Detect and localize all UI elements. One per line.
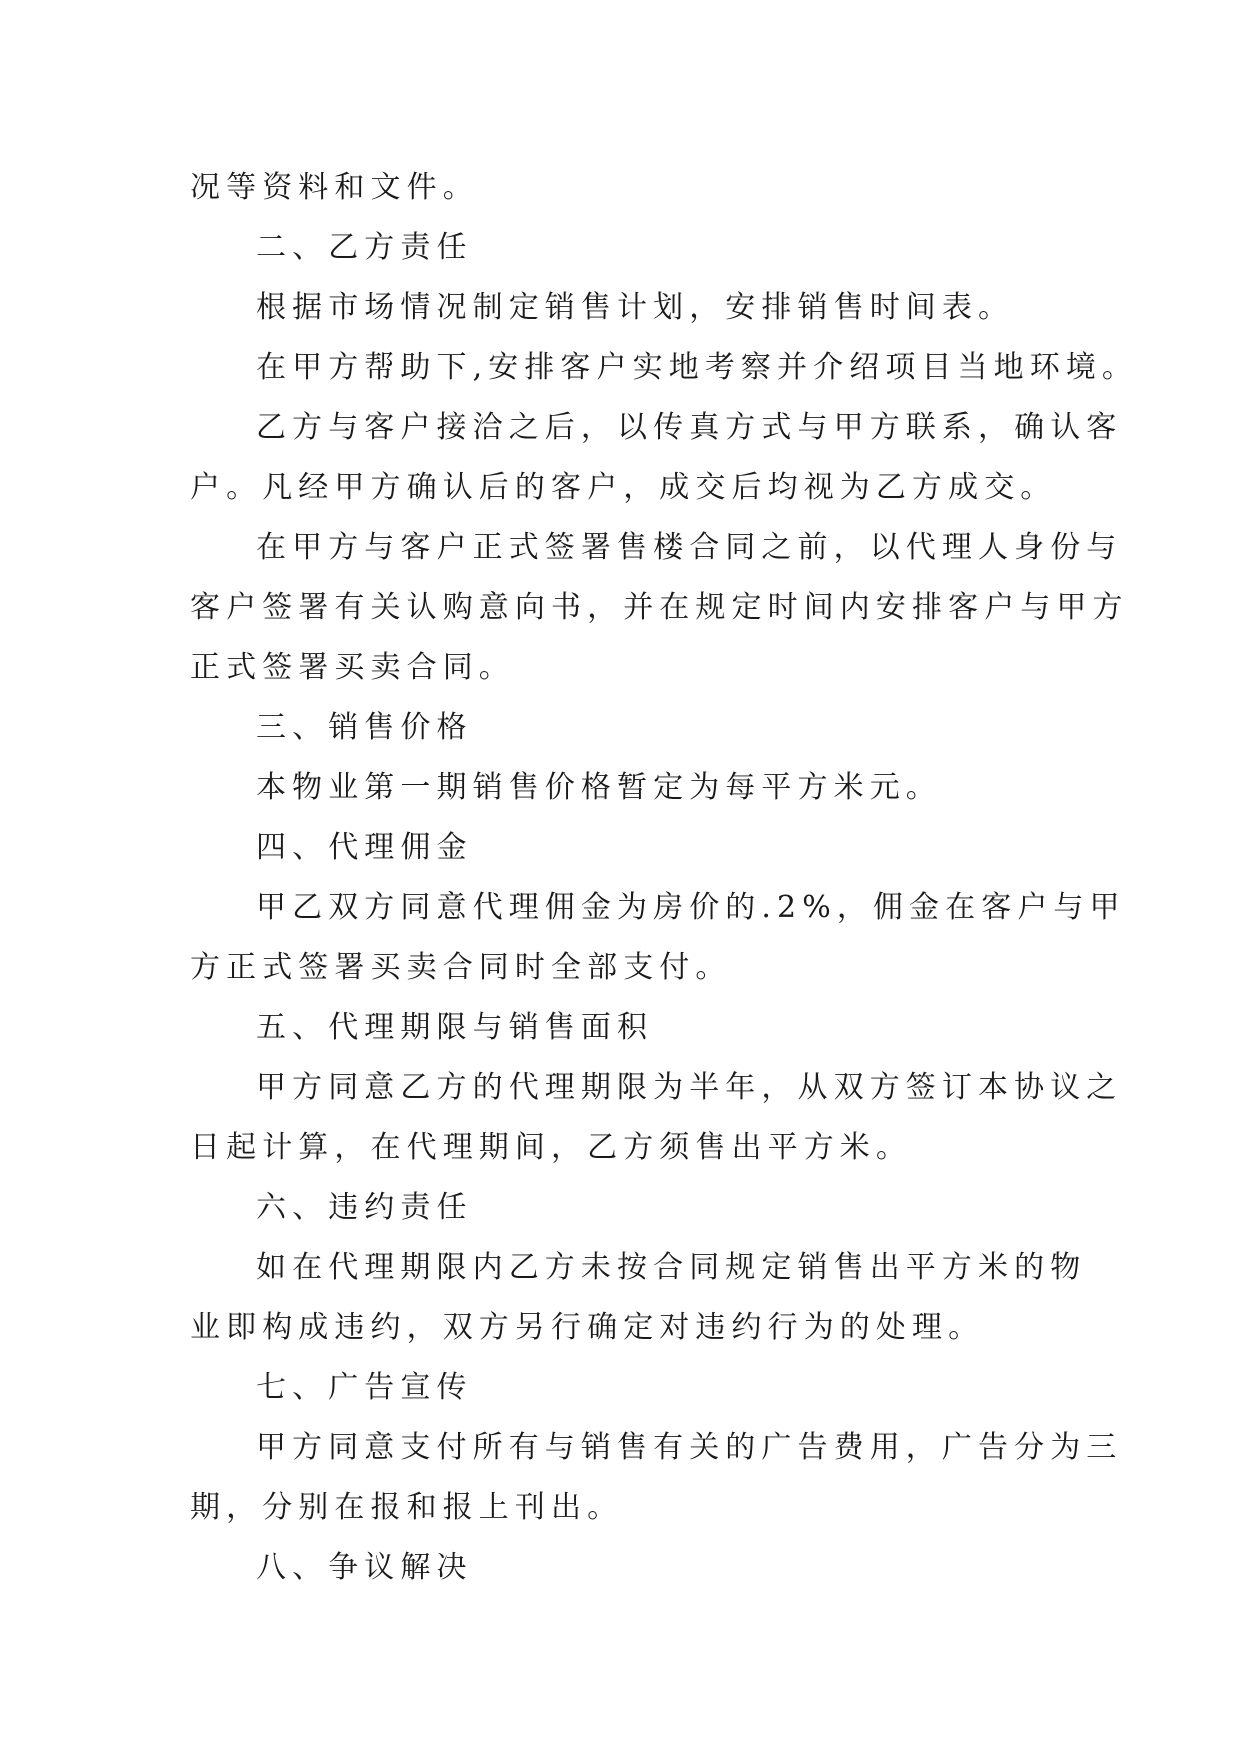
paragraph-agency-term-cont [190, 1118, 1060, 1178]
text-line: 日起计算，在代理期间，乙方须售出平方米。 [190, 1130, 912, 1165]
text-line: 在甲方与客户正式签署售楼合同之前，以代理人身份与 [256, 530, 1123, 565]
paragraph-breach [190, 1238, 1087, 1298]
paragraph-continuation [190, 158, 1060, 218]
paragraph-client-confirmation [190, 398, 1123, 458]
paragraph-purchase-intent [190, 518, 1123, 578]
section-heading-4 [190, 818, 1060, 878]
section-heading-3 [190, 698, 1060, 758]
heading-text: 二、乙方责任 [256, 230, 473, 265]
paragraph-purchase-intent-cont [190, 578, 1129, 638]
section-heading-2 [190, 218, 1060, 278]
paragraph-advertising [190, 1418, 1123, 1478]
paragraph-sales-price [190, 758, 1060, 818]
text-line: 况等资料和文件。 [190, 170, 479, 205]
heading-text: 五、代理期限与销售面积 [256, 1010, 654, 1045]
paragraph-site-visit [190, 338, 1139, 398]
text-line: 方正式签署买卖合同时全部支付。 [190, 950, 732, 985]
paragraph-client-confirmation-cont [190, 458, 1060, 518]
paragraph-advertising-cont [190, 1478, 1060, 1538]
section-heading-6 [190, 1178, 1060, 1238]
text-line: 根据市场情况制定销售计划，安排销售时间表。 [256, 290, 1015, 325]
section-heading-7 [190, 1358, 1060, 1418]
heading-text: 四、代理佣金 [256, 830, 473, 865]
paragraph-purchase-intent-cont [190, 638, 1060, 698]
text-line: 乙方与客户接洽之后，以传真方式与甲方联系，确认客 [256, 410, 1123, 445]
heading-text: 三、销售价格 [256, 710, 473, 745]
text-line: 期，分别在报和报上刊出。 [190, 1490, 624, 1525]
text-line: 如在代理期限内乙方未按合同规定销售出平方米的物 [256, 1250, 1087, 1285]
text-line: 户。凡经甲方确认后的客户，成交后均视为乙方成交。 [190, 470, 1057, 505]
heading-text: 七、广告宣传 [256, 1370, 473, 1405]
paragraph-commission-cont [190, 938, 1060, 998]
heading-text: 八、争议解决 [256, 1550, 473, 1585]
text-line: 甲乙双方同意代理佣金为房价的.2%，佣金在客户与甲 [256, 890, 1126, 925]
text-line: 在甲方帮助下,安排客户实地考察并介绍项目当地环境。 [256, 350, 1139, 385]
text-line: 本物业第一期销售价格暂定为每平方米元。 [256, 770, 942, 805]
heading-text: 六、违约责任 [256, 1190, 473, 1225]
paragraph-commission [190, 878, 1126, 938]
text-line: 正式签署买卖合同。 [190, 650, 515, 685]
text-line: 业即构成违约，双方另行确定对违约行为的处理。 [190, 1310, 985, 1345]
section-heading-8 [190, 1538, 1060, 1598]
document-body [190, 158, 1139, 1598]
paragraph-breach-cont [190, 1298, 1060, 1358]
paragraph-agency-term [190, 1058, 1123, 1118]
text-line: 客户签署有关认购意向书，并在规定时间内安排客户与甲方 [190, 590, 1129, 625]
section-heading-5 [190, 998, 1060, 1058]
text-line: 甲方同意支付所有与销售有关的广告费用，广告分为三 [256, 1430, 1123, 1465]
text-line: 甲方同意乙方的代理期限为半年，从双方签订本协议之 [256, 1070, 1123, 1105]
paragraph-sales-plan [190, 278, 1060, 338]
